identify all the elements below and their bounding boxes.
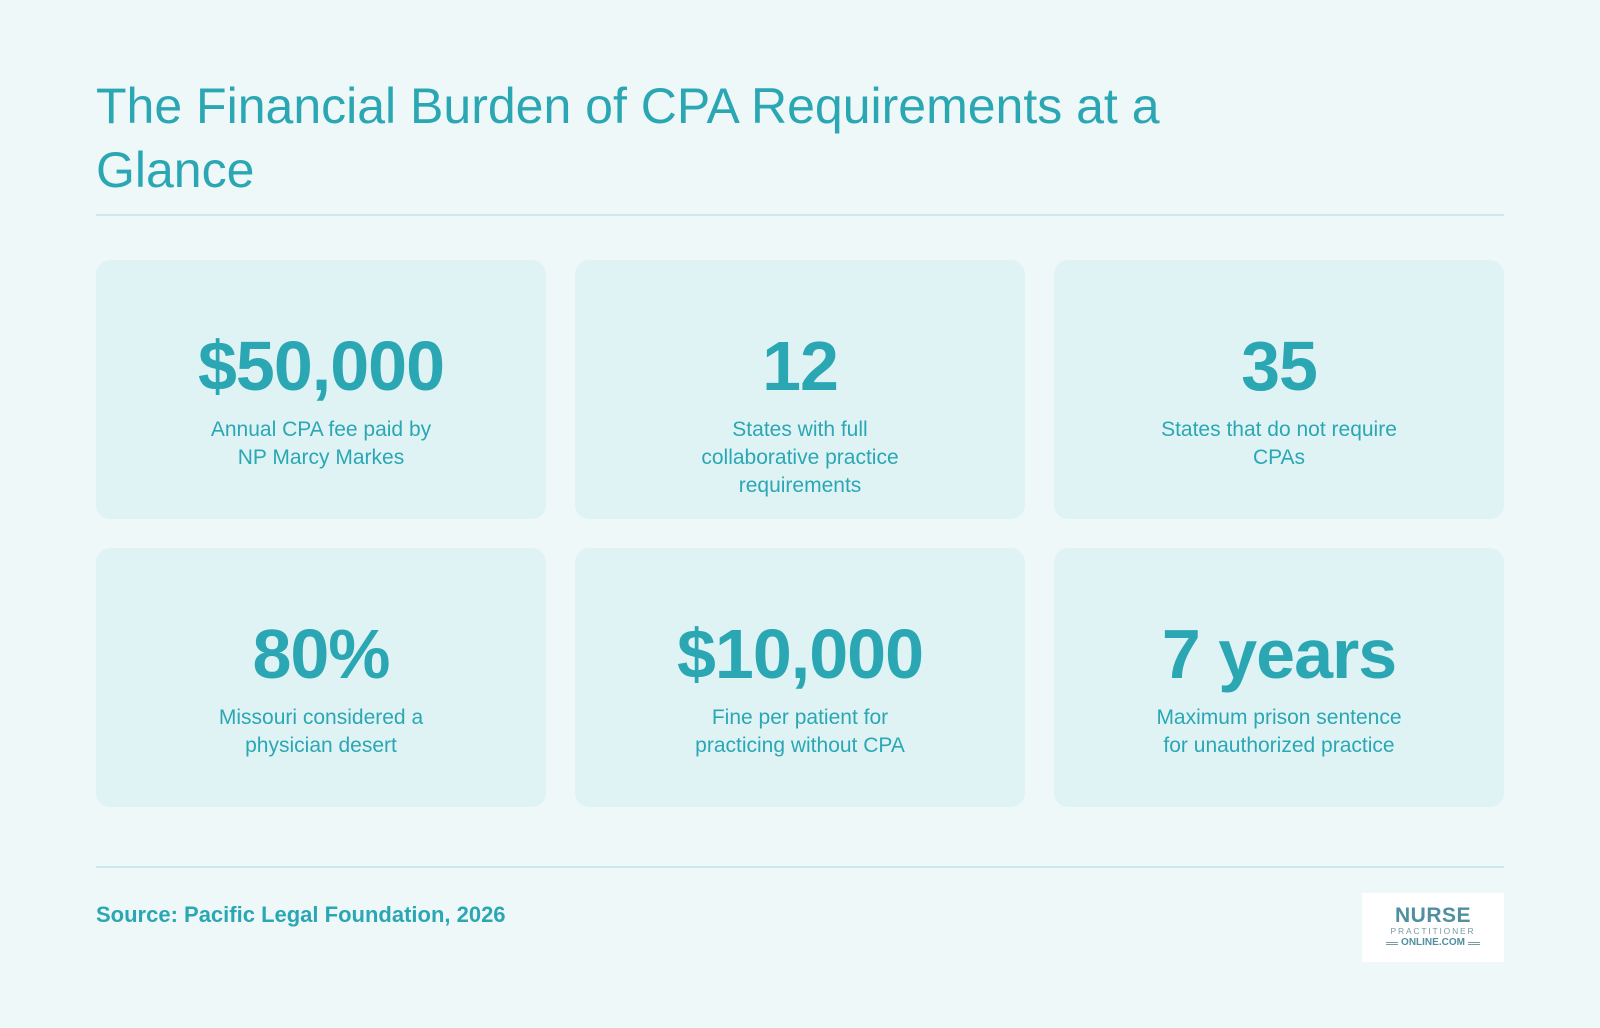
stats-grid	[96, 260, 1504, 807]
stat-value: 35	[1241, 327, 1317, 405]
stat-card-no-cpa-states	[1054, 260, 1504, 519]
logo-subtitle: PRACTITIONER	[1390, 926, 1476, 936]
stat-value: 80%	[252, 615, 390, 693]
stat-card-full-practice-states	[575, 260, 1025, 519]
stat-card-prison-sentence	[1054, 548, 1504, 807]
logo-bar-right	[1468, 942, 1480, 945]
stat-card-cpa-fee	[96, 260, 546, 519]
infographic	[96, 0, 1504, 1028]
stat-label: Missouri considered a physician desert	[218, 706, 424, 757]
stat-value: 7 years	[1161, 615, 1397, 693]
stat-card-physician-desert	[96, 548, 546, 807]
stat-label: Fine per patient for practicing without CPA	[695, 706, 905, 757]
stat-label: States that do not require CPAs	[1161, 418, 1397, 469]
stat-value: $50,000	[197, 327, 445, 405]
bottom-divider	[96, 866, 1504, 868]
logo-domain: ONLINE.COM	[1401, 937, 1465, 948]
logo-wordmark: NURSE	[1394, 904, 1471, 927]
source-citation: Source: Pacific Legal Foundation, 2026	[96, 902, 506, 927]
stat-card-fine-per-patient	[575, 548, 1025, 807]
top-divider	[96, 214, 1504, 216]
stat-label: Maximum prison sentence for unauthorized practice	[1156, 706, 1402, 757]
stat-value: 12	[762, 327, 838, 405]
logo-bar-left	[1386, 942, 1398, 945]
stat-label: States with full collaborative practice requirements	[701, 418, 899, 497]
stat-value: $10,000	[676, 615, 924, 693]
page-title: The Financial Burden of CPA Requirements at a Glance	[96, 78, 1160, 198]
stat-label: Annual CPA fee paid by NP Marcy Markes	[210, 418, 432, 469]
brand-logo	[1362, 893, 1504, 962]
logo-domain-line	[1386, 937, 1480, 949]
